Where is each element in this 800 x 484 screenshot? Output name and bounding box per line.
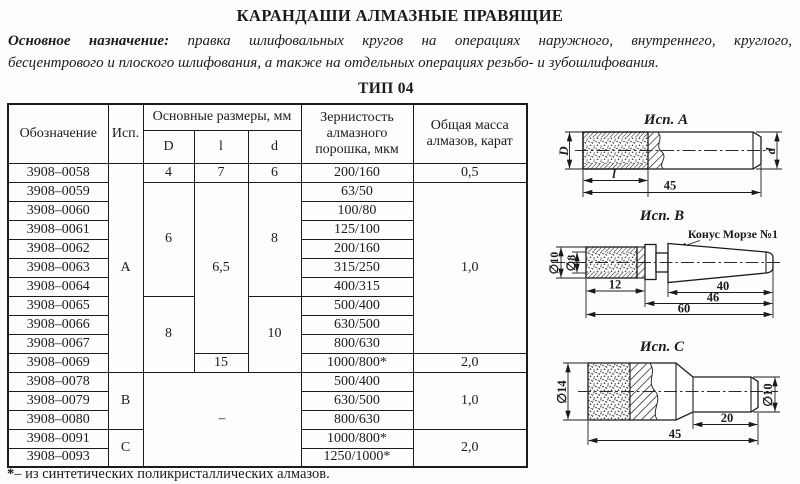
morse-taper-cone [668,244,773,283]
cell-grain: 100/80 [301,201,413,220]
cell-grain: 63/50 [301,182,413,201]
cell-code: 3908–0064 [8,277,108,296]
dim-label-45: 45 [663,178,677,193]
col-header-D: D [143,130,194,163]
cell-grain: 200/160 [301,163,413,182]
cell-version-a: А [108,163,143,372]
cell-code: 3908–0061 [8,220,108,239]
drawing-version-c [530,335,800,484]
cell-mass: 0,5 [413,163,527,182]
dim-label-d: d [763,147,778,155]
purpose-label: Основное назначение: [8,33,170,49]
purpose-line-2: бесцентрового и плоского шлифования, а также на отдельных операциях резьбо- и зубошлифования. [8,54,659,71]
cell-mass: 1,0 [413,182,527,353]
cell-code: 3908–0067 [8,334,108,353]
cell-code: 3908–0063 [8,258,108,277]
cell-version-b: В [108,372,143,429]
footnote-star: * [7,466,15,482]
cell-code: 3908–0069 [8,353,108,372]
spec-table [7,103,528,468]
dim-label-45: 45 [668,427,682,441]
cell-grain: 315/250 [301,258,413,277]
col-header-mass: Общая масса алмазов, карат [413,104,527,163]
purpose-paragraph [8,31,792,74]
cell-l: 15 [194,353,248,372]
cell-code: 3908–0059 [8,182,108,201]
dim-label-46: 46 [706,290,720,305]
cell-mass: 2,0 [413,429,527,467]
cell-sizes-dash: – [143,372,301,467]
dim-label-l: l [612,166,616,181]
purpose-line-1 [8,31,792,53]
cell-code: 3908–0065 [8,296,108,315]
col-header-d: d [248,130,301,163]
pencil-body-a [575,132,772,169]
cell-code: 3908–0091 [8,429,108,448]
drawing-version-a [535,103,800,203]
cell-code: 3908–0080 [8,410,108,429]
cell-grain: 800/630 [301,334,413,353]
table-row [8,182,527,201]
cell-grain: 630/500 [301,315,413,334]
cell-l: 6,5 [194,182,248,353]
drawing-b-title: Исп. В [639,208,685,224]
cell-code: 3908–0078 [8,372,108,391]
cell-code: 3908–0079 [8,391,108,410]
dim-label-12: 12 [608,277,622,292]
cell-d: 10 [248,296,301,372]
cell-grain: 1000/800* [301,429,413,448]
dim-label-dia14: ∅14 [555,380,569,404]
footnote [7,466,330,483]
cell-grain: 800/630 [301,410,413,429]
col-header-sizes-group: Основные размеры, мм [143,104,301,130]
header-row-1 [8,104,527,130]
drawing-c-title: Исп. С [639,339,685,355]
drawing-a-title: Исп. А [643,112,689,128]
cell-mass: 1,0 [413,372,527,429]
dim-label-60: 60 [677,301,691,316]
cell-grain: 125/100 [301,220,413,239]
dim-label-dia10: ∅10 [547,251,561,275]
cell-grain: 630/500 [301,391,413,410]
cell-grain: 500/400 [301,372,413,391]
cell-grain: 400/315 [301,277,413,296]
dim-label-20: 20 [720,411,734,425]
cell-mass: 2,0 [413,353,527,372]
cell-D: 8 [143,296,194,372]
dim-label-D: D [556,146,571,156]
cell-grain: 200/160 [301,239,413,258]
type-heading: ТИП 04 [358,80,414,97]
cell-code: 3908–0058 [8,163,108,182]
cell-d: 8 [248,182,301,296]
footnote-text: – из синтетических поликристаллических алмазов. [14,466,330,482]
cell-grain: 1000/800* [301,353,413,372]
pencil-body-b [552,244,782,283]
morse-taper-label: Конус Морзе №1 [687,227,778,241]
cell-code: 3908–0066 [8,315,108,334]
table-row [8,163,527,182]
dim-label-dia10: ∅10 [761,383,775,407]
col-header-grain: Зернистость алмазного порошка, мкм [301,104,413,163]
table-row [8,372,527,391]
cell-version-c: С [108,429,143,467]
col-header-version: Исп. [108,104,143,163]
pencil-body-c [578,363,778,420]
page-title: КАРАНДАШИ АЛМАЗНЫЕ ПРАВЯЩИЕ [236,6,564,25]
drawing-version-b [530,203,800,333]
cell-D: 6 [143,182,194,296]
dim-label-40: 40 [716,279,730,293]
cell-code: 3908–0062 [8,239,108,258]
cell-grain: 500/400 [301,296,413,315]
cell-code: 3908–0093 [8,448,108,467]
dim-label-dia8: ∅8 [564,254,578,272]
cell-code: 3908–0060 [8,201,108,220]
cell-D: 4 [143,163,194,182]
cell-grain: 1250/1000* [301,448,413,467]
col-header-l: l [194,130,248,163]
cell-l: 7 [194,163,248,182]
col-header-designation: Обозначение [8,104,108,163]
purpose-text-1: правка шлифовальных кругов на операциях наружного, внутреннего, круглого, [187,33,793,49]
cell-d: 6 [248,163,301,182]
